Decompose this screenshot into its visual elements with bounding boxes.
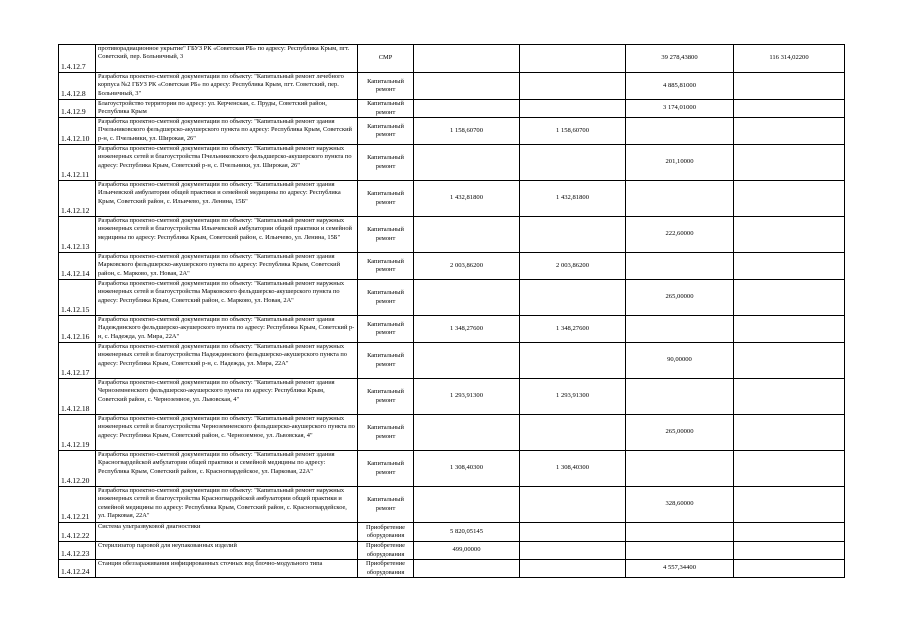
row-value-b [520, 145, 626, 181]
row-value-a: 5 820,05145 [414, 523, 520, 542]
row-description: Разработка проектно-сметной документации по объекту: "Капитальный ремонт здания Красногвардейской амбулатории общей практики и семейной медицины по адресу: Республика Крым, Советский район, с. Красногвардейское, ул. Парковая, 22А" [96, 451, 358, 487]
row-value-c: 39 278,43800 [626, 45, 734, 73]
row-value-a [414, 73, 520, 100]
budget-table-body [59, 45, 845, 578]
row-description: Разработка проектно-сметной документации по объекту: "Капитальный ремонт здания Черноземненского фельдшерско-акушерского пункта по адресу: Республика Крым, Советский район, с. Черноземное, ул. Львовская, 4" [96, 379, 358, 415]
row-value-b [520, 73, 626, 100]
row-value-a [414, 45, 520, 73]
row-value-c: 90,00000 [626, 343, 734, 379]
row-work-type: Капитальный ремонт [358, 181, 414, 217]
row-value-a [414, 217, 520, 253]
table-row [59, 118, 845, 145]
row-value-c: 265,00000 [626, 280, 734, 316]
row-value-a [414, 280, 520, 316]
row-value-c [626, 181, 734, 217]
row-value-b: 1 348,27600 [520, 316, 626, 343]
row-work-type: Приобретение оборудования [358, 542, 414, 560]
row-value-b [520, 415, 626, 451]
row-code: 1.4.12.21 [59, 487, 96, 523]
row-code: 1.4.12.18 [59, 379, 96, 415]
row-value-d [734, 280, 845, 316]
table-row [59, 316, 845, 343]
row-value-a [414, 487, 520, 523]
row-code: 1.4.12.24 [59, 560, 96, 578]
table-row [59, 280, 845, 316]
row-value-a [414, 100, 520, 118]
table-row [59, 181, 845, 217]
table-row [59, 487, 845, 523]
row-value-d [734, 118, 845, 145]
row-description: противорадиационное укрытие" ГБУЗ РК «Советская РБ» по адресу: Республика Крым, пгт. Советский, пер. Больничный, 3 [96, 45, 358, 73]
row-code: 1.4.12.23 [59, 542, 96, 560]
row-code: 1.4.12.9 [59, 100, 96, 118]
row-value-a [414, 343, 520, 379]
row-value-a [414, 145, 520, 181]
row-value-c: 328,60000 [626, 487, 734, 523]
row-value-c: 4 557,34400 [626, 560, 734, 578]
row-value-b: 1 308,40300 [520, 451, 626, 487]
table-row [59, 542, 845, 560]
row-value-c: 4 885,81000 [626, 73, 734, 100]
row-value-b [520, 523, 626, 542]
row-value-c [626, 523, 734, 542]
row-description: Разработка проектно-сметной документации по объекту: "Капитальный ремонт здания Пчельниковского фельдшерско-акушерского пункта по адресу: Республика Крым, Советский р-н, с. Пчельники, ул. Широкая, 26" [96, 118, 358, 145]
row-value-b: 2 003,86200 [520, 253, 626, 280]
row-value-c: 3 174,01000 [626, 100, 734, 118]
row-description: Разработка проектно-сметной документации по объекту: "Капитальный ремонт здания Марковского фельдшерско-акушерского пункта по адресу: Республика Крым, Советский район, с. Марково, ул. Новая, 2А" [96, 253, 358, 280]
row-value-c [626, 379, 734, 415]
row-work-type: Капитальный ремонт [358, 100, 414, 118]
row-work-type: Капитальный ремонт [358, 145, 414, 181]
row-value-d [734, 343, 845, 379]
row-work-type: Приобретение оборудования [358, 560, 414, 578]
row-work-type: Капитальный ремонт [358, 73, 414, 100]
row-description: Разработка проектно-сметной документации по объекту: "Капитальный ремонт наружных инженерных сетей и благоустройства Пчельниковского фельдшерско-акушерского пункта по адресу: Республика Крым, Советский р-н, с. Пчельники, ул. Широкая, 26" [96, 145, 358, 181]
table-row [59, 45, 845, 73]
row-value-d [734, 523, 845, 542]
row-value-c [626, 542, 734, 560]
table-row [59, 560, 845, 578]
row-code: 1.4.12.20 [59, 451, 96, 487]
row-value-c [626, 451, 734, 487]
row-value-b: 1 293,91300 [520, 379, 626, 415]
row-value-b [520, 280, 626, 316]
row-value-a [414, 415, 520, 451]
row-description: Разработка проектно-сметной документации по объекту: "Капитальный ремонт наружных инженерных сетей и благоустройства Марковского фельдшерско-акушерского пункта по адресу: Республика Крым, Советский район, с. Марково, ул. Новая, 2А" [96, 280, 358, 316]
row-value-b [520, 100, 626, 118]
row-value-b [520, 542, 626, 560]
row-work-type: Капитальный ремонт [358, 316, 414, 343]
row-work-type: Капитальный ремонт [358, 118, 414, 145]
row-value-a: 1 348,27600 [414, 316, 520, 343]
row-description: Станция обеззараживания инфицированных сточных вод блочно-модульного типа [96, 560, 358, 578]
row-description: Стерилизатор паровой для неупакованных изделий [96, 542, 358, 560]
row-description: Разработка проектно-сметной документации по объекту: "Капитальный ремонт наружных инженерных сетей и благоустройства Черноземненского фельдшерско-акушерского пункта по адресу: Республика Крым, Советский район, с. Черноземное, ул. Львовская, 4" [96, 415, 358, 451]
row-value-b: 1 432,81800 [520, 181, 626, 217]
row-value-a: 1 432,81800 [414, 181, 520, 217]
row-value-a: 1 293,91300 [414, 379, 520, 415]
row-value-b [520, 487, 626, 523]
row-value-d: 116 314,02200 [734, 45, 845, 73]
table-row [59, 100, 845, 118]
table-row [59, 145, 845, 181]
row-value-d [734, 560, 845, 578]
table-row [59, 379, 845, 415]
row-value-d [734, 253, 845, 280]
row-value-d [734, 181, 845, 217]
row-description: Разработка проектно-сметной документации по объекту: "Капитальный ремонт наружных инженерных сетей и благоустройства Ильичевской амбулатории общей практики и семейной медицины по адресу: Республика Крым, Советский район, с. Ильичево, ул. Ленина, 15Б" [96, 217, 358, 253]
row-value-d [734, 73, 845, 100]
row-code: 1.4.12.19 [59, 415, 96, 451]
row-value-a [414, 560, 520, 578]
row-value-a: 1 308,40300 [414, 451, 520, 487]
row-code: 1.4.12.17 [59, 343, 96, 379]
row-description: Система ультразвуковой диагностики [96, 523, 358, 542]
row-value-b [520, 560, 626, 578]
row-value-c [626, 253, 734, 280]
table-row [59, 73, 845, 100]
row-value-d [734, 217, 845, 253]
row-value-c [626, 316, 734, 343]
row-description: Разработка проектно-сметной документации по объекту: "Капитальный ремонт наружных инженерных сетей и благоустройства Надеждинского фельдшерско-акушерского пункта по адресу: Республика Крым, Советский р-н, с. Надежда, ул. Мира, 22А" [96, 343, 358, 379]
row-value-d [734, 100, 845, 118]
row-code: 1.4.12.7 [59, 45, 96, 73]
table-row [59, 523, 845, 542]
row-description: Благоустройство территории по адресу: ул. Керченская, с. Пруды, Советский район, Республика Крым [96, 100, 358, 118]
row-code: 1.4.12.16 [59, 316, 96, 343]
row-work-type: Капитальный ремонт [358, 451, 414, 487]
row-code: 1.4.12.11 [59, 145, 96, 181]
row-value-d [734, 451, 845, 487]
row-work-type: СМР [358, 45, 414, 73]
row-work-type: Капитальный ремонт [358, 379, 414, 415]
row-description: Разработка проектно-сметной документации по объекту: "Капитальный ремонт лечебного корпуса №2 ГБУЗ РК «Советская РБ» по адресу: Республика Крым, пгт. Советский, пер. Больничный, 3" [96, 73, 358, 100]
row-value-d [734, 145, 845, 181]
table-row [59, 217, 845, 253]
row-code: 1.4.12.22 [59, 523, 96, 542]
row-description: Разработка проектно-сметной документации по объекту: "Капитальный ремонт здания Надеждинского фельдшерско-акушерского пункта по адресу: Республика Крым, Советский р-н, с. Надежда, ул. Мира, 22А" [96, 316, 358, 343]
table-row [59, 451, 845, 487]
row-work-type: Капитальный ремонт [358, 343, 414, 379]
row-work-type: Приобретение оборудования [358, 523, 414, 542]
row-value-b [520, 343, 626, 379]
row-work-type: Капитальный ремонт [358, 487, 414, 523]
row-code: 1.4.12.12 [59, 181, 96, 217]
row-value-a: 1 158,60700 [414, 118, 520, 145]
row-code: 1.4.12.10 [59, 118, 96, 145]
row-code: 1.4.12.13 [59, 217, 96, 253]
table-row [59, 343, 845, 379]
row-value-b [520, 45, 626, 73]
row-value-a: 2 003,86200 [414, 253, 520, 280]
row-value-b [520, 217, 626, 253]
row-code: 1.4.12.15 [59, 280, 96, 316]
row-value-d [734, 415, 845, 451]
row-work-type: Капитальный ремонт [358, 415, 414, 451]
table-row [59, 253, 845, 280]
row-description: Разработка проектно-сметной документации по объекту: "Капитальный ремонт здания Ильичевской амбулатории общей практики и семейной медицины по адресу: Республика Крым, Советский район, с. Ильичево, ул. Ленина, 15Б" [96, 181, 358, 217]
row-work-type: Капитальный ремонт [358, 253, 414, 280]
row-value-d [734, 379, 845, 415]
row-value-c [626, 118, 734, 145]
row-description: Разработка проектно-сметной документации по объекту: "Капитальный ремонт наружных инженерных сетей и благоустройства Красногвардейской амбулатории общей практики и семейной медицины по адресу: Республика Крым, Советский район, с. Красногвардейское, ул. Парковая, 22А" [96, 487, 358, 523]
row-work-type: Капитальный ремонт [358, 217, 414, 253]
row-work-type: Капитальный ремонт [358, 280, 414, 316]
row-code: 1.4.12.8 [59, 73, 96, 100]
row-value-c: 201,10000 [626, 145, 734, 181]
row-value-c: 222,60000 [626, 217, 734, 253]
row-value-d [734, 542, 845, 560]
budget-table [58, 44, 845, 578]
row-value-d [734, 487, 845, 523]
row-value-b: 1 158,60700 [520, 118, 626, 145]
row-value-c: 265,00000 [626, 415, 734, 451]
row-code: 1.4.12.14 [59, 253, 96, 280]
row-value-d [734, 316, 845, 343]
row-value-a: 499,00000 [414, 542, 520, 560]
table-row [59, 415, 845, 451]
